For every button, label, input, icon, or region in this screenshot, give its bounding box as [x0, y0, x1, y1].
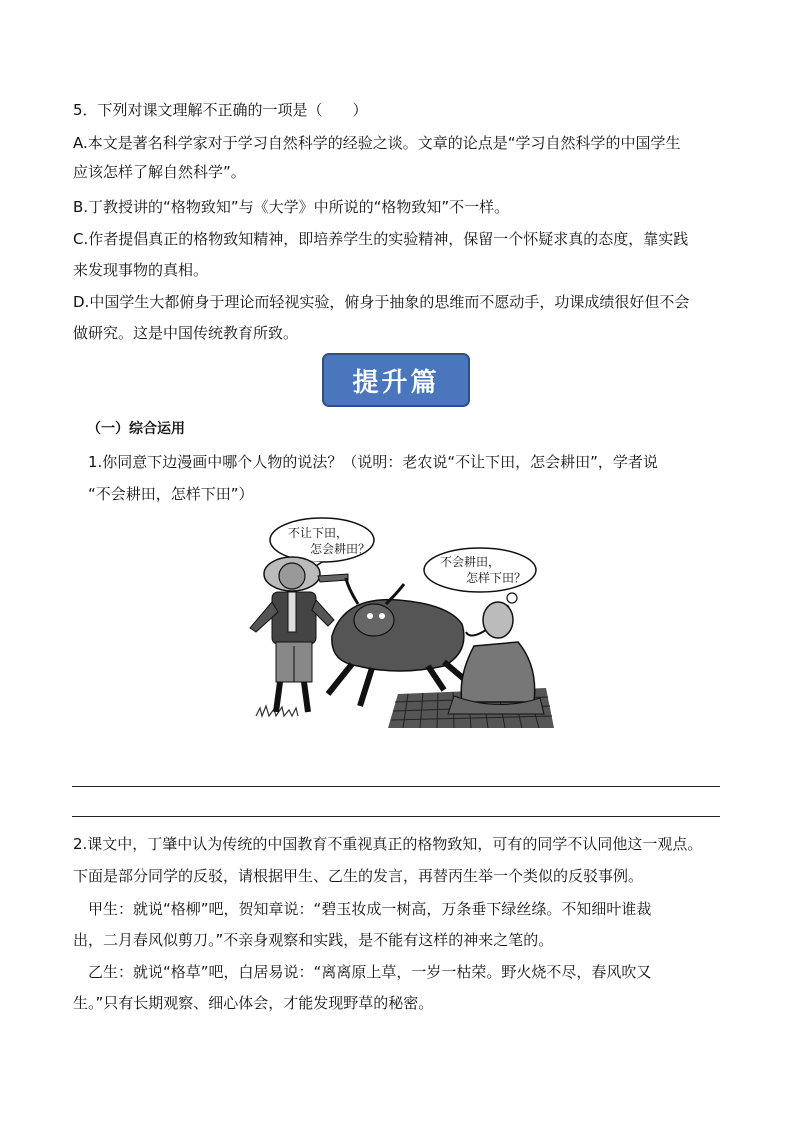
q2-line6: 生。”只有长期观察、细心体会，才能发现野草的秘密。	[73, 994, 434, 1012]
bubble-scholar-line1: 不会耕田，	[440, 555, 501, 569]
q5-option-a-line1: A.本文是著名科学家对于学习自然科学的经验之谈。文章的论点是“学习自然科学的中国学生	[73, 134, 681, 152]
cartoon-illustration	[248, 516, 558, 730]
section-banner	[322, 353, 470, 407]
q5-option-d-line2: 做研究。这是中国传统教育所致。	[73, 324, 299, 342]
q5-stem: 5．下列对课文理解不正确的一项是（ ）	[73, 101, 368, 119]
bubble-scholar-line2: 怎样下田？	[466, 571, 527, 585]
section-heading: （一）综合运用	[87, 421, 185, 437]
q1-line1: 1.你同意下边漫画中哪个人物的说法？（说明：老农说“不让下田，怎会耕田”，学者说	[88, 453, 658, 471]
q1-line2: “不会耕田，怎样下田”）	[88, 485, 254, 503]
q5-option-c-line2: 来发现事物的真相。	[73, 261, 209, 279]
q5-option-b: B.丁教授讲的“格物致知”与《大学》中所说的“格物致知”不一样。	[73, 198, 510, 216]
answer-line-2	[72, 816, 720, 817]
answer-line-1	[72, 786, 720, 787]
q5-option-c-line1: C.作者提倡真正的格物致知精神，即培养学生的实验精神，保留一个怀疑求真的态度，靠实践	[73, 230, 689, 248]
q2-line4: 出，二月春风似剪刀。”不亲身观察和实践，是不能有这样的神来之笔的。	[73, 931, 554, 949]
q2-line2: 下面是部分同学的反驳，请根据甲生、乙生的发言，再替丙生举一个类似的反驳事例。	[73, 867, 644, 885]
bubble-farmer-line1: 不让下田，	[288, 526, 349, 540]
q5-option-d-line1: D.中国学生大都俯身于理论而轻视实验，俯身于抽象的思维而不愿动手，功课成绩很好但不会	[73, 293, 690, 311]
bubble-farmer-line2: 怎会耕田？	[310, 542, 371, 556]
q2-line5: 乙生：就说“格草”吧，白居易说：“离离原上草，一岁一枯荣。野火烧不尽，春风吹又	[73, 963, 652, 981]
q2-line1: 2.课文中，丁肇中认为传统的中国教育不重视真正的格物致知，可有的同学不认同他这一观点。	[73, 835, 703, 853]
q5-option-a-line2: 应该怎样了解自然科学”。	[73, 163, 246, 181]
q2-line3: 甲生：就说“格柳”吧，贺知章说：“碧玉妆成一树高，万条垂下绿丝绦。不知细叶谁裁	[73, 900, 652, 918]
speech-bubble-scholar	[424, 548, 536, 611]
banner-title: 提升篇	[352, 367, 440, 398]
scholar-figure	[448, 602, 544, 714]
ox-figure	[328, 578, 470, 706]
